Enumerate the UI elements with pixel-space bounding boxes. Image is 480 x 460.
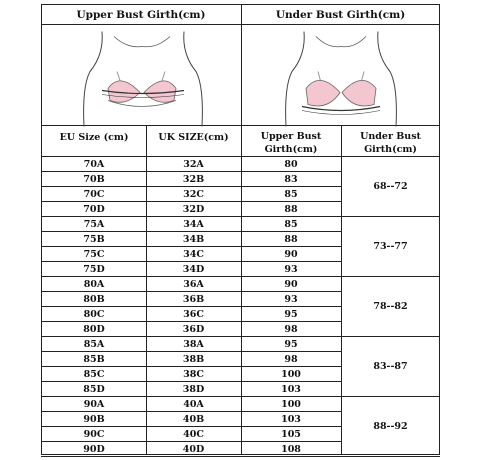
row-eu-cell: 70B [83,174,105,185]
col-under-bust [341,130,440,156]
under-bust-range: 83--87 [373,361,408,372]
col-uk-size: UK SIZE(cm) [158,132,229,143]
row-eu-cell: 75B [83,234,105,245]
row-upper-cell: 85 [284,219,298,230]
row-eu-cell: 90C [83,429,105,440]
row-eu-cell: 70A [83,159,105,170]
row-upper-cell: 80 [284,159,298,170]
row-upper-cell: 88 [284,204,298,215]
row-uk-cell: 40C [183,429,204,440]
row-upper-cell: 98 [284,324,298,335]
under-bust-range: 73--77 [373,241,408,252]
row-upper-cell: 100 [281,369,301,380]
row-uk-cell: 36A [183,279,204,290]
row-upper-cell: 103 [281,414,301,425]
row-uk-cell: 32B [182,174,205,185]
row-eu-cell: 80A [83,279,105,290]
row-upper-cell: 85 [284,189,298,200]
row-uk-cell: 40B [182,414,205,425]
row-eu-cell: 75D [83,264,105,275]
row-upper-cell: 90 [284,279,298,290]
row-uk-cell: 36D [182,324,205,335]
col-upper-bust-line2: Girth(cm) [264,144,318,155]
row-eu-cell: 80B [83,294,105,305]
row-uk-cell: 40A [183,399,204,410]
row-upper-cell: 95 [284,309,298,320]
row-eu-cell: 80C [83,309,105,320]
row-uk-cell: 38D [182,384,205,395]
col-under-bust-line2: Girth(cm) [364,144,417,155]
row-uk-cell: 34A [183,219,204,230]
row-eu-cell: 75A [83,219,105,230]
row-eu-cell: 90B [83,414,105,425]
under-bust-range: 78--82 [373,301,408,312]
col-upper-bust [241,130,341,156]
row-upper-cell: 105 [281,429,301,440]
row-upper-cell: 108 [281,444,301,455]
row-upper-cell: 93 [284,294,298,305]
row-uk-cell: 34B [182,234,205,245]
row-upper-cell: 103 [281,384,301,395]
row-uk-cell: 32A [183,159,204,170]
row-uk-cell: 38C [183,369,204,380]
row-eu-cell: 70D [83,204,105,215]
row-uk-cell: 40D [182,444,205,455]
row-eu-cell: 90D [83,444,105,455]
col-upper-bust-line1: Upper Bust [260,131,322,142]
row-uk-cell: 34D [182,264,205,275]
row-upper-cell: 98 [284,354,298,365]
row-uk-cell: 36B [182,294,205,305]
row-upper-cell: 93 [284,264,298,275]
row-eu-cell: 85A [83,339,105,350]
row-eu-cell: 80D [83,324,105,335]
under-bust-range: 68--72 [373,181,408,192]
under-bust-illustration [242,25,439,128]
upper-bust-illustration [42,25,240,128]
under-bust-header: Under Bust Girth(cm) [275,9,406,21]
row-uk-cell: 38A [183,339,204,350]
row-eu-cell: 75C [83,249,105,260]
row-upper-cell: 100 [281,399,301,410]
row-uk-cell: 36C [183,309,204,320]
row-upper-cell: 83 [284,174,298,185]
row-uk-cell: 38B [182,354,205,365]
row-upper-cell: 88 [284,234,298,245]
row-eu-cell: 70C [83,189,105,200]
row-eu-cell: 85B [83,354,105,365]
row-eu-cell: 85D [83,384,105,395]
col-under-bust-line1: Under Bust [360,131,421,142]
row-upper-cell: 90 [284,249,298,260]
row-uk-cell: 34C [183,249,204,260]
col-eu-size: EU Size (cm) [59,132,129,143]
row-uk-cell: 32D [182,204,205,215]
row-upper-cell: 95 [284,339,298,350]
under-bust-range: 88--92 [373,421,408,432]
row-eu-cell: 85C [83,369,105,380]
row-uk-cell: 32C [183,189,204,200]
row-eu-cell: 90A [83,399,105,410]
upper-bust-header: Upper Bust Girth(cm) [76,9,206,21]
